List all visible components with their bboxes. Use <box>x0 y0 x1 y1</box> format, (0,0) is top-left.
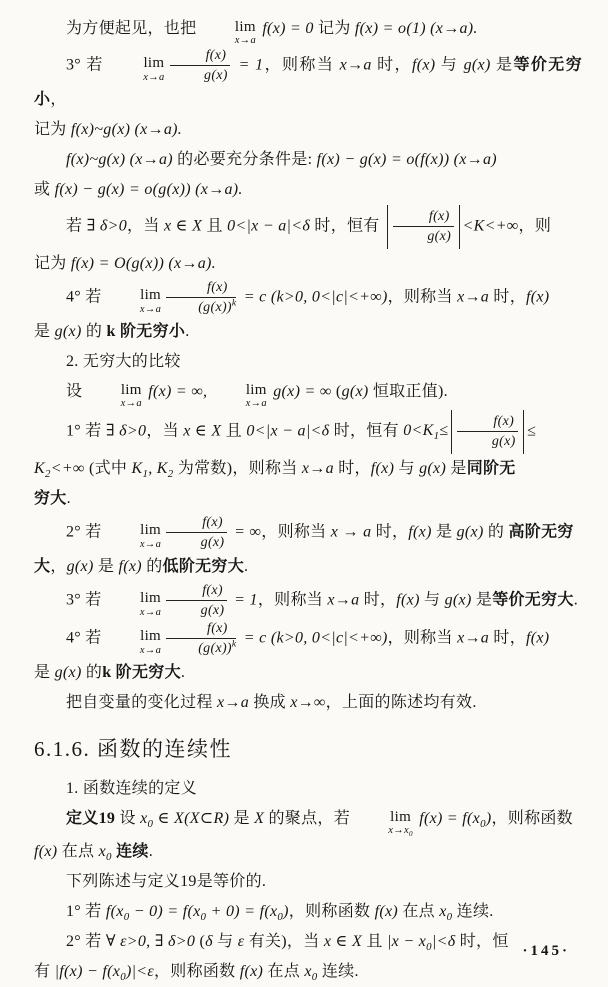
limit-operator: lim x→a <box>139 287 162 315</box>
fraction: $\frac{f(x)}{g(x)}$ <box>170 47 231 85</box>
body-text: 2° 若 <box>66 523 106 541</box>
body-text: 与 <box>394 459 420 477</box>
body-text: 记为 <box>34 120 71 138</box>
body-text: 为常数)，则称当 <box>173 459 302 477</box>
paragraph <box>34 867 582 897</box>
math-text: f(x) <box>408 523 432 541</box>
paragraph <box>34 410 582 454</box>
body-text: 设 <box>115 810 141 828</box>
body-text: ， <box>50 557 67 575</box>
paragraph <box>34 658 582 688</box>
bold-term: 等价无穷小 <box>34 56 582 108</box>
fraction: $\frac{f(x)}{(g(x))^k}$ <box>166 279 236 317</box>
body-text: 设 <box>66 382 87 400</box>
math-text: g(x) <box>463 56 491 74</box>
math-text: f(x) <box>374 902 399 920</box>
body-text: 是 <box>229 810 255 828</box>
math-text: f(x) = o(1) (x→a). <box>354 20 478 37</box>
body-text: 恒取正值). <box>368 382 448 400</box>
body-text: 时， <box>359 591 397 609</box>
body-text: . <box>244 557 249 575</box>
paragraph <box>34 347 582 377</box>
body-text: ，则称函数 <box>288 902 375 920</box>
math-text: $f(x_0 - 0) = f(x_0 + 0) = f(x_0)$ <box>105 902 289 924</box>
math-text: f(x) <box>526 629 550 647</box>
body-text: . <box>66 489 71 507</box>
limit-operator: lim x→a <box>143 55 165 83</box>
page-number: ·145· <box>522 943 570 959</box>
math-text: f(x) <box>118 557 142 575</box>
limit-operator: lim x→a <box>139 628 162 656</box>
paragraph <box>34 175 582 205</box>
body-text: . <box>573 591 579 609</box>
limit-operator: lim x→a <box>245 381 267 410</box>
paragraph <box>34 897 582 927</box>
bold-term: 等价无穷大 <box>492 591 574 609</box>
body-text: 是 <box>446 459 467 477</box>
paragraph <box>34 115 582 145</box>
math-text: g(x) <box>341 382 369 400</box>
body-text: 是 <box>431 523 457 541</box>
body-text: ，当 <box>127 217 164 235</box>
math-text: f(x) <box>411 56 436 74</box>
paragraph <box>34 927 582 957</box>
fraction: $\frac{f(x)}{(g(x))^k}$ <box>166 620 236 658</box>
bold-term: k 阶无穷小 <box>106 322 186 340</box>
math-text: $x_0$ <box>439 902 453 924</box>
body-text: 是 <box>490 56 514 74</box>
body-text: 时， <box>489 288 527 306</box>
body-text: 时，恒有 <box>310 217 384 235</box>
bold-term: k 阶无穷大 <box>102 663 181 681</box>
paragraph <box>34 317 582 347</box>
bold-term: 定义19 <box>66 810 116 828</box>
body-text: ，则称函数 <box>491 810 573 828</box>
body-text: ，则称当 <box>257 591 328 609</box>
limit-operator: lim x→a <box>234 18 257 47</box>
math-text: f(x)~g(x) (x→a) <box>66 150 173 168</box>
body-text: 与 <box>435 56 464 74</box>
math-text: $|f(x) - f(x_0)|<\varepsilon$ <box>54 962 154 984</box>
body-text: ，则称当 <box>263 56 340 74</box>
body-text: 把自变量的变化过程 <box>66 693 218 711</box>
paragraph <box>34 484 582 514</box>
body-text: 记为 <box>34 254 71 272</box>
body-text: 是 <box>34 322 55 340</box>
body-text: 1. 函数连续的定义 <box>66 780 198 798</box>
math-text: ε <box>237 932 245 950</box>
paragraph <box>34 14 582 47</box>
body-text: 2° 若 <box>66 932 106 950</box>
math-text: 0<|x − a|<δ <box>246 422 330 440</box>
bold-term: 高阶无穷 <box>508 523 574 541</box>
math-text: f(x)~g(x) (x→a). <box>70 120 183 138</box>
bold-term: 连续 <box>116 842 149 860</box>
math-text: g(x) <box>419 459 447 477</box>
paragraph <box>34 514 582 552</box>
fraction: $\frac{f(x)}{g(x)}$ <box>166 514 227 552</box>
body-text: ( <box>195 932 206 950</box>
paragraph <box>34 47 582 115</box>
body-text: 且 <box>362 932 387 950</box>
math-text: g(x) <box>456 523 484 541</box>
math-text: f(x) − g(x) = o(f(x)) (x→a) <box>316 150 497 168</box>
body-text: 时， <box>371 523 409 541</box>
body-text: 时， <box>333 459 371 477</box>
math-text: = 1 <box>233 56 264 74</box>
math-text: δ <box>205 932 213 950</box>
math-text: 0<|x − a|<δ <box>227 217 311 235</box>
limit-operator: lim x→a <box>139 590 162 618</box>
math-text: x→a <box>339 56 372 74</box>
body-text: 3° 若 <box>66 56 110 74</box>
limit-operator: lim x→a <box>139 522 162 550</box>
limit-operator: lim $x\to x_0$ <box>388 808 413 839</box>
math-text: g(x) <box>54 322 82 340</box>
math-text: f(x) = O(g(x)) (x→a). <box>70 254 216 272</box>
math-text: f(x) <box>396 591 420 609</box>
fraction: $\frac{f(x)}{g(x)}$ <box>166 582 227 620</box>
body-text: 2. 无穷大的比较 <box>66 352 181 370</box>
math-text: f(x) <box>34 842 58 860</box>
math-text: x→a <box>327 591 360 609</box>
math-text: f(x) = 0 <box>258 20 319 37</box>
body-text: 的 <box>483 523 509 541</box>
body-text: 是 <box>93 557 119 575</box>
body-text: ( <box>335 382 342 400</box>
body-text: 为方便起见，也把 <box>66 20 201 37</box>
paragraph <box>34 145 582 175</box>
body-text: 时，恒 <box>455 932 509 950</box>
body-text: 或 <box>34 180 55 198</box>
body-text: ，则称当 <box>261 523 331 541</box>
paragraph <box>34 249 582 279</box>
math-text: $0<K_1\le$ <box>403 422 449 443</box>
math-text: ∃ δ>0 <box>105 422 147 440</box>
body-text: 的 <box>81 663 103 681</box>
body-text: . <box>180 663 186 681</box>
paragraph <box>34 377 582 410</box>
body-text: 时，恒有 <box>329 422 404 440</box>
body-text: 1° 若 <box>66 902 106 920</box>
paragraph <box>34 804 582 837</box>
math-text: f(x) <box>526 288 550 306</box>
body-text: 若 <box>66 217 87 235</box>
paragraph <box>34 620 582 658</box>
body-text: 下列陈述与定义19是等价的. <box>66 872 267 890</box>
math-text: x ∈ X <box>323 932 363 950</box>
paragraph <box>34 774 582 804</box>
body-text: 连续. <box>317 962 359 980</box>
body-text: 记为 <box>318 20 355 37</box>
paragraph <box>34 582 582 620</box>
math-text: x ∈ X <box>163 217 203 235</box>
body-text: 在点 <box>57 842 99 860</box>
body-text: ，当 <box>146 422 184 440</box>
body-text: ，则称函数 <box>153 962 240 980</box>
abs-fraction: $\frac{f(x)}{g(x)}$ <box>451 410 524 454</box>
math-text: = ∞ <box>229 523 262 541</box>
body-text: 时， <box>489 629 527 647</box>
math-text: x→∞ <box>290 693 326 711</box>
body-text: 4° 若 <box>66 288 106 306</box>
body-text: 的必要充分条件是: <box>172 150 317 168</box>
body-text: 的聚点，若 <box>264 810 355 828</box>
body-text: . <box>185 322 190 340</box>
math-text: x→a <box>217 693 250 711</box>
body-text: ，则称当 <box>387 288 458 306</box>
paragraph <box>34 205 582 249</box>
math-text: x→a <box>457 288 490 306</box>
math-text: x → a <box>330 523 372 541</box>
paragraph <box>34 957 582 987</box>
paragraph <box>34 552 582 582</box>
math-text: $|x - x_0|<\delta$ <box>386 932 456 954</box>
math-text: $x_0$ <box>98 842 112 864</box>
body-text: 6.1.6. 函数的连续性 <box>34 736 232 761</box>
abs-fraction: $\frac{f(x)}{g(x)}$ <box>387 205 460 249</box>
body-text: 的 <box>141 557 163 575</box>
body-text: . <box>148 842 153 860</box>
math-text: x→a <box>457 629 490 647</box>
limit-operator: lim x→a <box>120 381 142 410</box>
body-text: 有 <box>34 962 55 980</box>
math-text: f(x) − g(x) = o(g(x)) (x→a). <box>54 180 243 198</box>
bold-term: 低阶无穷大 <box>162 557 245 575</box>
body-text: 连续. <box>452 902 494 920</box>
bold-term: 穷大 <box>34 489 67 507</box>
math-text: f(x) <box>239 962 264 980</box>
math-text: $x_0$ <box>304 962 318 984</box>
math-text: ∃ δ>0 <box>86 217 128 235</box>
math-text: f(x) <box>370 459 395 477</box>
math-text: g(x) = ∞ <box>268 382 336 400</box>
body-text: 且 <box>221 422 247 440</box>
paragraph <box>34 279 582 317</box>
math-text: $x_0$ ∈ X(X⊂R) <box>140 810 230 831</box>
body-text: (式中 <box>84 459 132 477</box>
math-text: g(x) <box>444 591 472 609</box>
paragraph <box>34 688 582 718</box>
paragraph <box>34 454 582 484</box>
body-text: 在点 <box>398 902 440 920</box>
math-text: $K_1$, $K_2$ <box>131 459 174 480</box>
body-text: 1° 若 <box>66 422 106 440</box>
paragraph <box>34 837 582 867</box>
body-text: 是 <box>34 663 55 681</box>
body-text: ，则 <box>518 217 552 235</box>
math-text: g(x) <box>66 557 94 575</box>
math-text: = 1 <box>229 591 258 609</box>
math-text: f(x) = ∞, <box>143 382 212 400</box>
body-text: 与 <box>419 591 445 609</box>
body-text: ，上面的陈述均有效. <box>325 693 477 711</box>
section-heading <box>34 736 582 762</box>
math-text: g(x) <box>54 663 82 681</box>
bold-term: 大 <box>34 557 51 575</box>
math-text: <K<+∞ <box>462 217 519 235</box>
math-text: x→a <box>301 459 334 477</box>
body-text: ，则称当 <box>387 629 458 647</box>
math-text: $K_2<+\infty$ <box>34 459 85 480</box>
body-text: 且 <box>202 217 228 235</box>
math-text: = c (k>0, 0<|c|<+∞) <box>239 288 388 306</box>
body-text: 4° 若 <box>66 629 106 647</box>
math-text: $f(x) = f(x_0)$ <box>414 810 492 831</box>
math-text: X <box>254 810 265 828</box>
math-text: x ∈ X <box>183 422 222 440</box>
math-text: ∀ ε>0, ∃ δ>0 <box>105 932 196 950</box>
body-text: 时， <box>371 56 412 74</box>
body-text: ， <box>50 90 67 108</box>
body-text: 有关)，当 <box>244 932 324 950</box>
body-text: 在点 <box>263 962 305 980</box>
body-text: 与 <box>212 932 238 950</box>
math-text: = c (k>0, 0<|c|<+∞) <box>239 629 388 647</box>
math-text: ≤ <box>527 422 537 440</box>
body-text: 是 <box>471 591 493 609</box>
body-text: 3° 若 <box>66 591 106 609</box>
body-text: 换成 <box>249 693 291 711</box>
bold-term: 同阶无 <box>466 459 516 477</box>
body-text: 的 <box>81 322 107 340</box>
